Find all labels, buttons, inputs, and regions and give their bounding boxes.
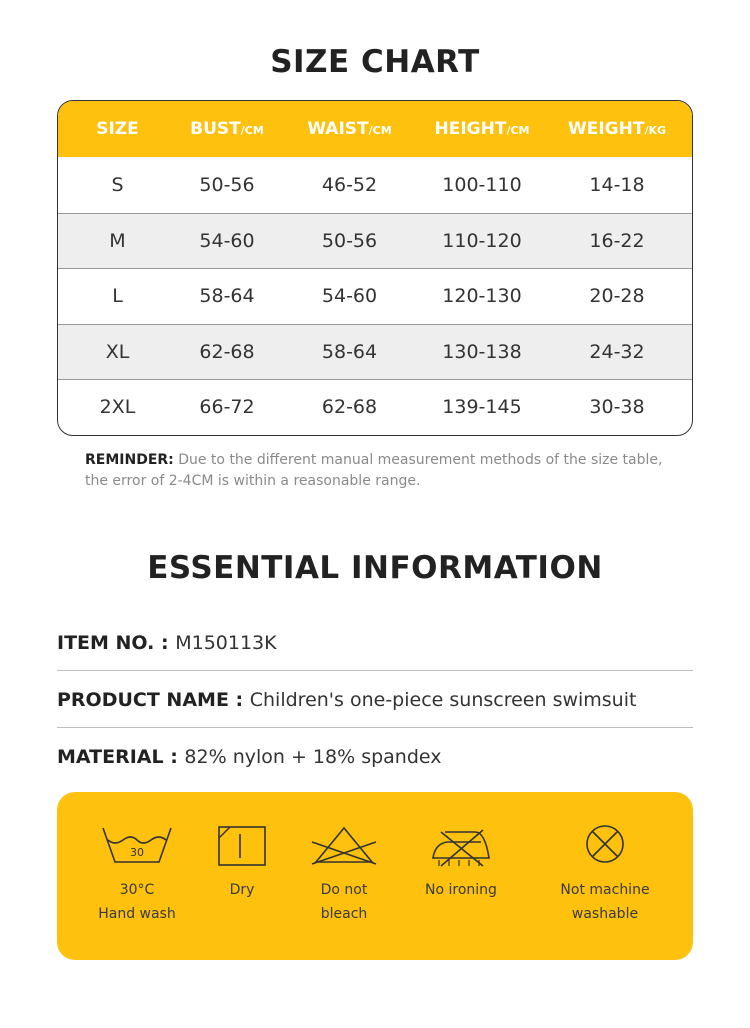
essential-info-title: ESSENTIAL INFORMATION	[147, 550, 603, 586]
cell-waist: 46-52	[321, 173, 378, 196]
cell-height: 110-120	[442, 229, 522, 252]
care-item-no-machine-wash	[545, 824, 665, 926]
no-bleach-icon	[308, 824, 380, 868]
cell-waist: 50-56	[321, 229, 378, 252]
cell-weight: 16-22	[589, 229, 645, 252]
material-value: 82% nylon + 18% spandex	[184, 746, 442, 768]
material-line	[57, 746, 693, 768]
cell-weight: 30-38	[589, 396, 645, 419]
care-item-no-bleach	[301, 824, 387, 926]
table-header-row	[58, 101, 692, 157]
table-row	[58, 379, 692, 435]
cell-height: 139-145	[442, 396, 522, 419]
header-weight: WEIGHT/KG	[567, 119, 667, 139]
cell-weight: 20-28	[589, 285, 645, 308]
cell-height: 130-138	[442, 340, 522, 363]
care-label: Not machine washable	[560, 882, 650, 922]
cell-size: S	[111, 173, 124, 196]
reminder-text-2: the error of 2-4CM is within a reasonable range.	[85, 473, 421, 489]
wash-temp-text: 30	[130, 846, 144, 859]
header-size: SIZE	[96, 119, 139, 139]
dry-icon	[216, 824, 268, 868]
reminder-label: REMINDER:	[85, 452, 174, 468]
divider	[57, 670, 693, 671]
product-name-label: PRODUCT NAME :	[57, 689, 250, 711]
item-no-label: ITEM NO. :	[57, 632, 176, 654]
header-waist: WAIST/CM	[307, 119, 392, 139]
care-label: No ironing	[425, 882, 497, 898]
product-name-value: Children's one-piece sunscreen swimsuit	[249, 689, 637, 711]
cell-bust: 58-64	[199, 285, 255, 308]
care-label: 30°C Hand wash	[98, 882, 176, 922]
cell-waist: 54-60	[321, 285, 378, 308]
cell-size: L	[112, 285, 123, 308]
care-label: Dry	[229, 882, 255, 898]
care-instructions-panel	[57, 792, 693, 960]
cell-bust: 50-56	[199, 173, 255, 196]
care-item-dry	[209, 824, 275, 902]
care-label: Do not bleach	[320, 882, 368, 922]
cell-waist: 62-68	[321, 396, 378, 419]
item-no-value: M150113K	[175, 632, 277, 654]
cell-bust: 54-60	[199, 229, 255, 252]
no-ironing-icon	[427, 824, 495, 868]
cell-size: M	[109, 229, 126, 252]
cell-weight: 14-18	[589, 173, 645, 196]
header-height: HEIGHT/CM	[434, 119, 530, 139]
reminder-text-1: Due to the different manual measurement methods of the size table,	[173, 452, 663, 468]
cell-bust: 66-72	[199, 396, 255, 419]
reminder-note	[85, 450, 685, 492]
cell-size: 2XL	[99, 396, 136, 419]
size-chart-title: SIZE CHART	[270, 44, 480, 80]
product-name-line	[57, 689, 693, 711]
table-row	[58, 324, 692, 380]
size-table	[57, 100, 693, 436]
material-label: MATERIAL :	[57, 746, 185, 768]
cell-weight: 24-32	[589, 340, 645, 363]
care-item-no-ironing	[411, 824, 511, 902]
cell-height: 100-110	[442, 173, 522, 196]
item-no-line	[57, 632, 693, 654]
cell-bust: 62-68	[199, 340, 255, 363]
no-machine-wash-icon	[579, 824, 631, 868]
divider	[57, 727, 693, 728]
table-row	[58, 157, 692, 213]
cell-waist: 58-64	[321, 340, 378, 363]
header-bust: BUST/CM	[190, 119, 264, 139]
cell-size: XL	[105, 340, 130, 363]
table-row	[58, 268, 692, 324]
care-item-hand-wash	[85, 824, 189, 926]
hand-wash-icon	[99, 824, 175, 868]
cell-height: 120-130	[442, 285, 522, 308]
table-row	[58, 213, 692, 269]
